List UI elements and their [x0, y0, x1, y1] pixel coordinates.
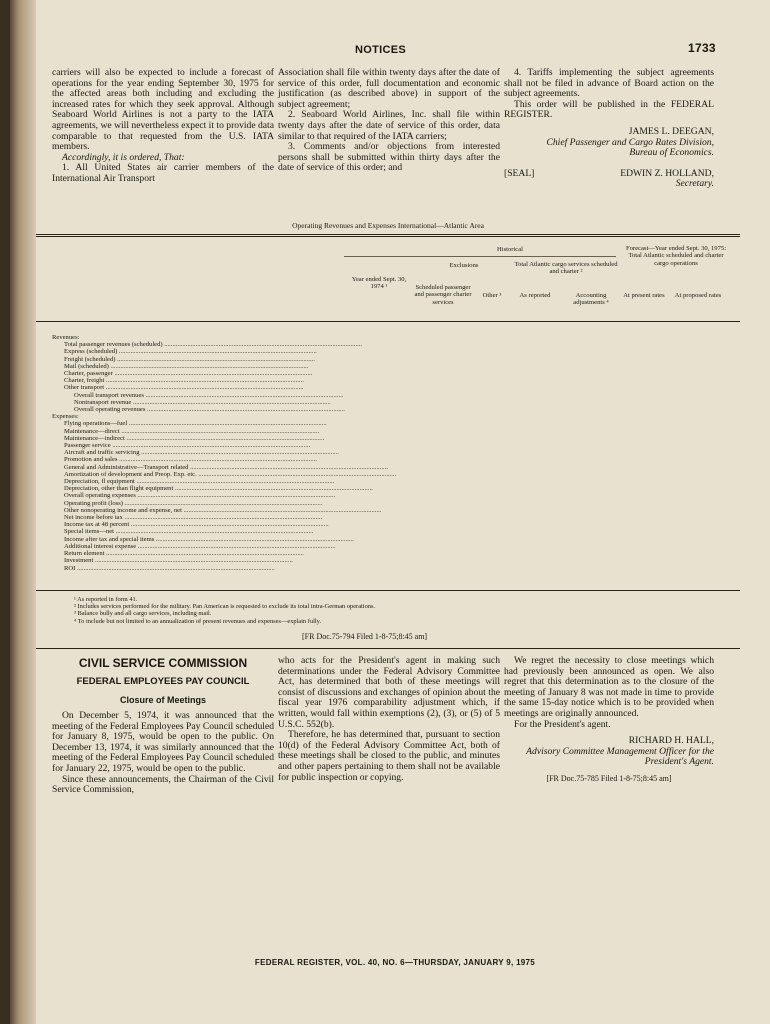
table-stub-row: Investment ........................................................................................................................	[64, 557, 293, 565]
other-heading: Other ³	[482, 292, 502, 299]
table-stub-row: Maintenance—direct ........................................................................................................................	[64, 427, 320, 435]
table-stub-row: Overall operating expenses ........................................................................................................................	[64, 492, 336, 500]
table-stub-row: Other transport ........................................................................................................................	[64, 384, 304, 392]
csc-filed-notice: [FR Doc.75-785 Filed 1-8-75;8:45 am]	[546, 773, 672, 783]
as-reported-heading: As reported	[519, 292, 551, 299]
subject-heading: Closure of Meetings	[119, 695, 206, 705]
table-stub-row: Flying operations—fuel ........................................................................................................................	[64, 420, 327, 428]
table-stub-row: Income after tax and special items ........................................................................................................................	[64, 535, 354, 543]
footnote: ³ Balance bully and all cargo services, including mail.	[74, 610, 212, 618]
paragraph: We regret the necessity to close meetings which had previously been announced as open. We also regret that this determination as to the closure of the meeting of January 8 was not made in time to provide the same 15-day notice which is to be provided when meetings are originally announced.	[504, 655, 714, 719]
agency-heading: CIVIL SERVICE COMMISSION	[78, 656, 248, 670]
table-stub-row: Operating profit (loss) ........................................................................................................................	[64, 499, 323, 507]
table-stub-row: Total passenger revenues (scheduled) ........................................................................................................................	[64, 341, 363, 349]
table-stub-row: Charter, freight ........................................................................................................................	[64, 377, 304, 385]
paragraph: On December 5, 1974, it was announced that the meeting of the Federal Employees Pay Council scheduled for January 8, 1975, would be open to the public. On December 13, 1974, it was similarly announced that the meeting of the Federal Employees Pay Council scheduled for January 22, 1975, would be open to the public.	[52, 710, 274, 774]
exclusions-heading: Exclusions	[449, 262, 479, 269]
table-stub-row: Return element ........................................................................................................................	[64, 550, 304, 558]
table-stub-row: Mail (scheduled) ........................................................................................................................	[64, 362, 309, 370]
table-stub-row: Other nonoperating income and expense, net ........................................................................................................................	[64, 506, 382, 514]
table-stub-row: Amortization of development and Preop. Exp. etc. ........................................................................................................................	[64, 470, 397, 478]
paragraph: 3. Comments and/or objections from interested persons shall be submitted within thirty days after the date of service of this order; and	[278, 141, 500, 174]
paragraph: 4. Tariffs implementing the subject agreements shall not be filed in advance of Board action on the subject agreements.	[504, 67, 714, 100]
table-bottom-rule	[36, 590, 740, 591]
accounting-heading: Accounting adjustments ⁴	[573, 292, 609, 307]
page-number: 1733	[688, 41, 716, 55]
table-stub-row: Freight (scheduled) ........................................................................................................................	[64, 355, 315, 363]
paragraph: who acts for the President's agent in making such determinations under the Federal Advisory Committee Act, has determined that both of these meetings will consist of discussions and exchanges of opinion about the fiscal year 1976 comparability adjustment which, if written, would fall within exemptions (2), (3), or (5) of 5 U.S.C. 552(b).	[278, 655, 500, 730]
paragraph: 1. All United States air carrier members of the International Air Transport	[52, 162, 274, 184]
year-ended-heading: Year ended Sept. 30, 1974 ¹	[351, 276, 407, 291]
seal-label: [SEAL]	[504, 167, 535, 179]
table-stub-row: Nontransport revenue ........................................................................................................................	[74, 398, 331, 406]
table-stub-row: Income tax at 48 percent ........................................................................................................................	[64, 521, 329, 529]
table-stub-row: Maintenance—indirect ........................................................................................................................	[64, 434, 325, 442]
table-filed-notice: [FR Doc.75-794 Filed 1-8-75;8:45 am]	[302, 632, 428, 641]
table-stub-row: Charter, passenger ........................................................................................................................	[64, 370, 313, 378]
table-stub-row: Expenses:	[52, 413, 79, 421]
table-stub-row: Additional interest expense ........................................................................................................................	[64, 542, 336, 550]
paragraph: Accordingly, it is ordered, That:	[62, 151, 185, 163]
table-stub-row: Passenger service ........................................................................................................................	[64, 442, 311, 450]
table-stub-row: Overall operating revenues ........................................................................................................................	[74, 406, 345, 414]
signer-1-title: Chief Passenger and Cargo Rates Division, Bureau of Economics.	[546, 136, 714, 159]
table-top-rule	[36, 234, 740, 235]
top-column-2	[278, 68, 500, 174]
footnote: ¹ As reported in form 41.	[74, 596, 138, 603]
paragraph: For the President's agent.	[514, 718, 611, 730]
table-stub-row: Express (scheduled) ........................................................................................................................	[64, 348, 317, 356]
table-stub-row: Special items—net ........................................................................................................................	[64, 528, 314, 536]
proposed-rates-heading: At proposed rates	[674, 292, 722, 299]
table-stub-row: Promotion and sales ........................................................................................................................	[64, 456, 317, 464]
csc-column-1	[52, 656, 274, 796]
paragraph: 2. Seaboard World Airlines, Inc. shall file within twenty days after the date of service of this order, data similar to that required of the IATA carriers;	[278, 109, 500, 142]
historical-rule	[344, 256, 616, 257]
paragraph: Therefore, he has determined that, pursuant to section 10(d) of the Federal Advisory Committee Act, both of these meetings shall be closed to the public, and minutes and other papers pertaining to them shall not be available for public inspection or copying.	[278, 729, 500, 783]
signer-2-title: Secretary.	[675, 178, 714, 190]
csc-signer-title: Advisory Committee Management Officer for the President's Agent.	[526, 745, 714, 768]
paragraph: carriers will also be expected to include a forecast of operations for the year ending September 30, 1975 for the affected areas both including and excluding the increased rates for which they seek approval. Although Seaboard World Airlines is not a party to the IATA agreements, we will nevertheless expect it to provide data comparable to that requested from the U.S. IATA members.	[52, 67, 274, 153]
table-stub-row: Depreciation, fl equipment ........................................................................................................................	[64, 478, 335, 486]
table-stub-row: Revenues:	[52, 334, 80, 341]
table-title: Operating Revenues and Expenses International—Atlantic Area	[292, 221, 484, 230]
signer-2-name: EDWIN Z. HOLLAND,	[620, 167, 714, 179]
csc-column-2	[278, 656, 500, 783]
present-rates-heading: At present rates	[623, 292, 665, 299]
csc-column-3	[504, 656, 714, 785]
paragraph: Association shall file within twenty days after the date of service of this order, full documentation and economic justification (as described above) in support of the subject agreement;	[278, 67, 500, 110]
paragraph: This order will be published in the FEDERAL REGISTER.	[504, 98, 714, 121]
table-top-rule-2	[36, 236, 740, 237]
historical-heading: Historical	[496, 246, 523, 253]
section-divider	[36, 648, 740, 649]
table-stub-list	[52, 334, 397, 572]
table-stub-row: General and Administrative—Transport related ........................................................................................................................	[64, 463, 388, 471]
table-header-rule	[36, 321, 740, 322]
book-spine-shadow	[10, 0, 36, 1024]
top-column-3	[504, 68, 714, 190]
footnote: ² Includes services performed for the military. Pan American is requested to exclude its total intra-German operations.	[74, 603, 376, 611]
page-footer: FEDERAL REGISTER, VOL. 40, NO. 6—THURSDAY, JANUARY 9, 1975	[254, 958, 536, 967]
table-stub-row: Depreciation, other than flight equipment ........................................................................................................................	[64, 485, 373, 493]
table-footnotes	[74, 596, 714, 625]
footnote: ⁴ To include but not limited to an annualization of present revenues and expenses—explain fully.	[74, 617, 322, 625]
top-column-1	[52, 68, 274, 185]
signer-1-name: JAMES L. DEEGAN,	[628, 125, 714, 137]
table-stub-row: Overall transport revenues ........................................................................................................................	[74, 391, 344, 399]
section-header: NOTICES	[355, 44, 406, 56]
table-stub-row: Net income before tax ........................................................................................................................	[64, 514, 323, 522]
paragraph: Since these announcements, the Chairman of the Civil Service Commission,	[52, 773, 274, 796]
forecast-heading: Forecast—Year ended Sept. 30, 1975: Total Atlantic scheduled and charter cargo operations	[625, 245, 727, 267]
scheduled-pax-heading: Scheduled passenger and passenger charter services	[414, 284, 472, 306]
council-heading: FEDERAL EMPLOYEES PAY COUNCIL	[76, 676, 250, 687]
table-stub-row: ROI ........................................................................................................................	[64, 564, 275, 572]
table-stub-row: Aircraft and traffic servicing ........................................................................................................................	[64, 449, 339, 457]
total-atlantic-heading: Total Atlantic cargo services scheduled and charter ²	[514, 261, 618, 276]
csc-signer-name: RICHARD H. HALL,	[628, 735, 714, 747]
page	[10, 0, 770, 1024]
